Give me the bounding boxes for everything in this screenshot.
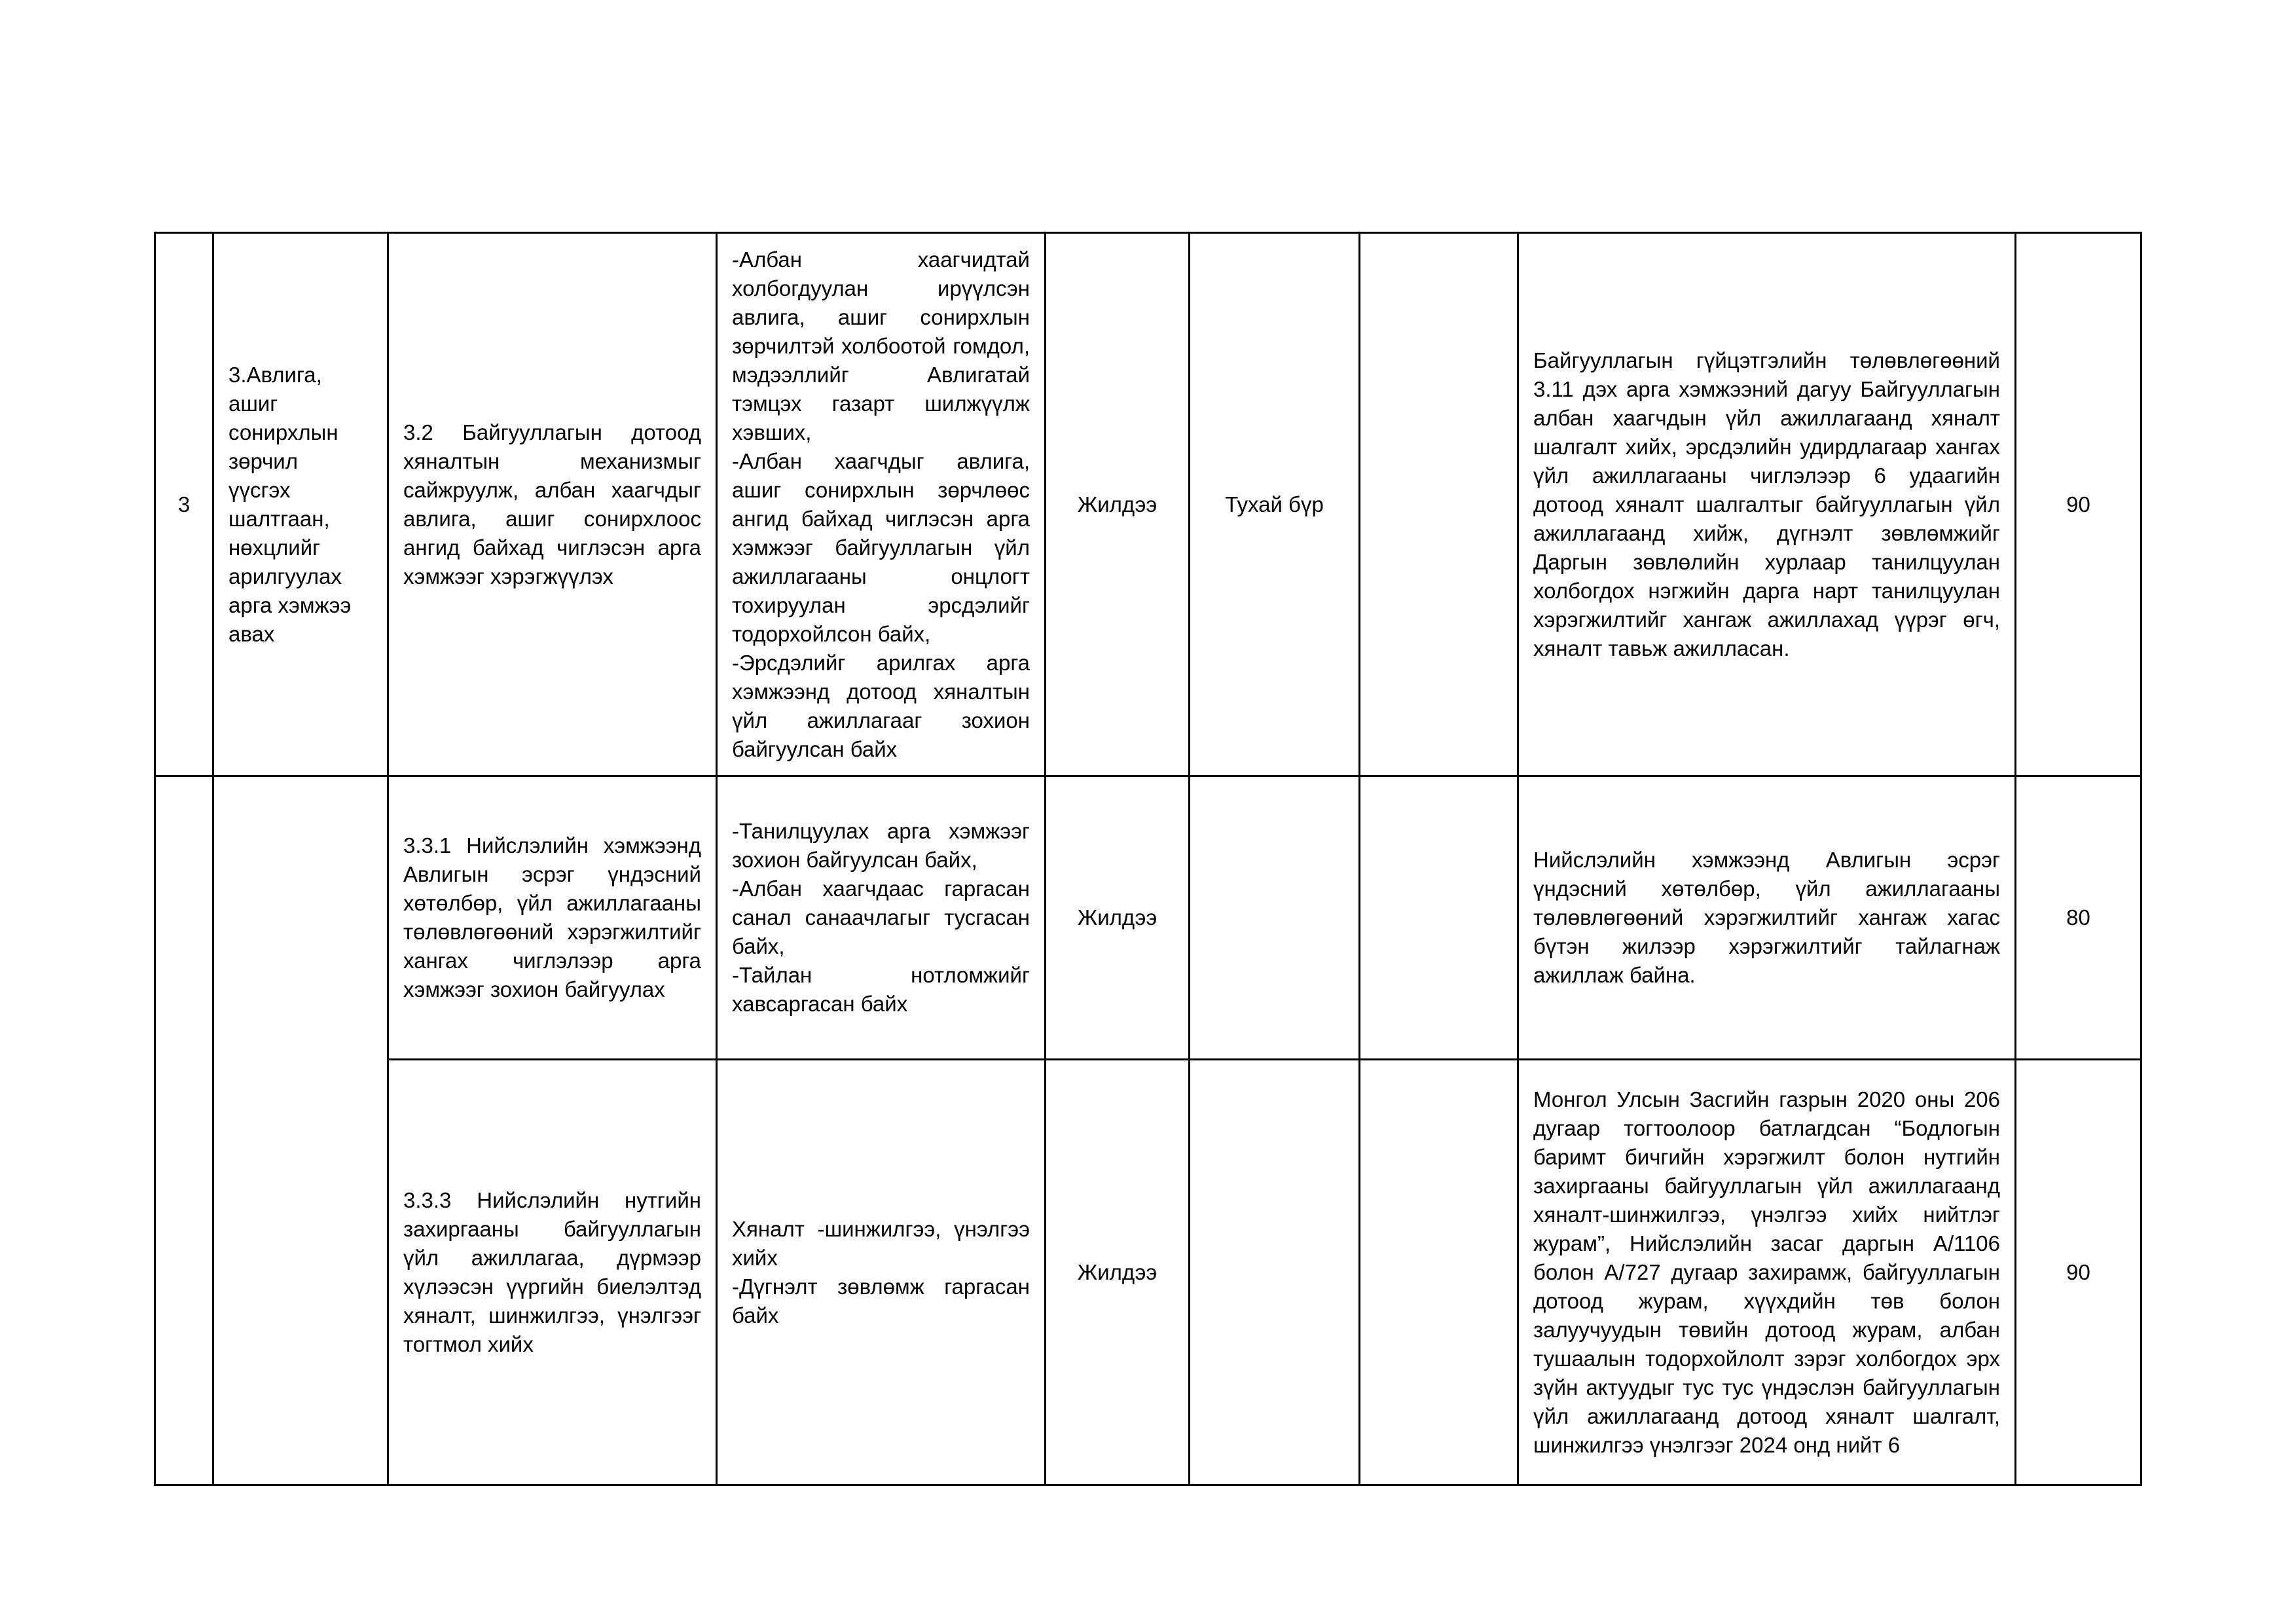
- report-cell: Байгууллагын гүйцэтгэлийн төлөвлөгөөний 3.11 дэх арга хэмжээний дагуу Байгууллагын албан хаагчдын үйл ажиллагаанд хяналт шалгалт хийх, эрсдэлийн удирдлагаар хангах үйл ажиллагааны чиглэлээр 6 удаагийн дотоод хяналт шалгалтыг байгууллагын үйл ажиллагаанд хийж, дүгнэлт зөвлөмжийг Даргын зөвлөлийн хурлаар танилцуулан холбогдох нэгжийн дарга нарт танилцуулан хэрэгжилтийг хангаж ажиллахад үүрэг өгч, хяналт тавьж ажилласан.: [1518, 233, 2016, 776]
- table-row: [155, 776, 2141, 1060]
- report-cell: Монгол Улсын Засгийн газрын 2020 оны 206 дугаар тогтоолоор батлагдсан “Бодлогын баримт бичгийн хэрэгжилт болон нутгийн захиргааны байгууллагын үйл ажиллагаанд хяналт-шинжилгээ, үнэлгээ хийх нийтлэг журам”, Нийслэлийн засаг даргын А/1106 болон А/727 дугаар захирамж, байгууллагын дотоод журам, хүүхдийн төв болон залуучуудын төвийн дотоод журам, албан тушаалын тодорхойлолт зэрэг холбогдох эрх зүйн актуудыг тус тус үндэслэн байгууллагын үйл ажиллагаанд дотоод хяналт шалгалт, шинжилгээ үнэлгээг 2024 онд нийт 6: [1518, 1060, 2016, 1485]
- score-cell: 80: [2016, 776, 2141, 1060]
- goal-cell: [213, 776, 388, 1485]
- action-cell: 3.3.3 Нийслэлийн нутгийн захиргааны байгууллагын үйл ажиллагаа, дүрмээр хүлээсэн үүргийн биелэлтэд хяналт, шинжилгээ, үнэлгээг тогтмол хийх: [388, 1060, 717, 1485]
- row-number: 3: [155, 233, 213, 776]
- empty-cell: [1360, 1060, 1518, 1485]
- report-cell: Нийслэлийн хэмжээнд Авлигын эсрэг үндэсний хөтөлбөр, үйл ажиллагааны төлөвлөгөөний хэрэгжилтийг хангаж хагас бүтэн жилээр хэрэгжилтийг тайлагнаж ажиллаж байна.: [1518, 776, 2016, 1060]
- results-table: [154, 232, 2142, 1486]
- indicator-cell: -Албан хаагчидтай холбогдуулан ирүүлсэн авлига, ашиг сонирхлын зөрчилтэй холбоотой гомдол, мэдээллийг Авлигатай тэмцэх газарт шилжүүлж хэвших, -Албан хаагчдыг авлига, ашиг сонирхлын зөрчлөөс ангид байхад чиглэсэн арга хэмжээг байгууллагын үйл ажиллагааны онцлогт тохируулан эрсдэлийг тодорхойлсон байх, -Эрсдэлийг арилгах арга хэмжээнд дотоод хяналтын үйл ажиллагааг зохион байгуулсан байх: [717, 233, 1046, 776]
- frequency-cell: Тухай бүр: [1190, 233, 1360, 776]
- period-cell: Жилдээ: [1046, 1060, 1190, 1485]
- score-cell: 90: [2016, 233, 2141, 776]
- score-cell: 90: [2016, 1060, 2141, 1485]
- empty-cell: [1360, 233, 1518, 776]
- table-row: [155, 1060, 2141, 1485]
- indicator-cell: -Танилцуулах арга хэмжээг зохион байгуулсан байх, -Албан хаагчдаас гаргасан санал санаачлагыг тусгасан байх, -Тайлан нотломжийг хавсаргасан байх: [717, 776, 1046, 1060]
- empty-cell: [1360, 776, 1518, 1060]
- period-cell: Жилдээ: [1046, 776, 1190, 1060]
- action-cell: 3.3.1 Нийслэлийн хэмжээнд Авлигын эсрэг үндэсний хөтөлбөр, үйл ажиллагааны төлөвлөгөөний хэрэгжилтийг хангах чиглэлээр арга хэмжээг зохион байгуулах: [388, 776, 717, 1060]
- action-cell: 3.2 Байгууллагын дотоод хяналтын механизмыг сайжруулж, албан хаагчдыг авлига, ашиг сонирхлоос ангид байхад чиглэсэн арга хэмжээг хэрэгжүүлэх: [388, 233, 717, 776]
- goal-cell: 3.Авлига, ашиг сонирхлын зөрчил үүсгэх шалтгаан, нөхцлийг арилгуулах арга хэмжээ авах: [213, 233, 388, 776]
- row-number: [155, 776, 213, 1485]
- period-cell: Жилдээ: [1046, 233, 1190, 776]
- frequency-cell: [1190, 1060, 1360, 1485]
- frequency-cell: [1190, 776, 1360, 1060]
- indicator-cell: Хяналт -шинжилгээ, үнэлгээ хийх -Дүгнэлт зөвлөмж гаргасан байх: [717, 1060, 1046, 1485]
- table-row: [155, 233, 2141, 776]
